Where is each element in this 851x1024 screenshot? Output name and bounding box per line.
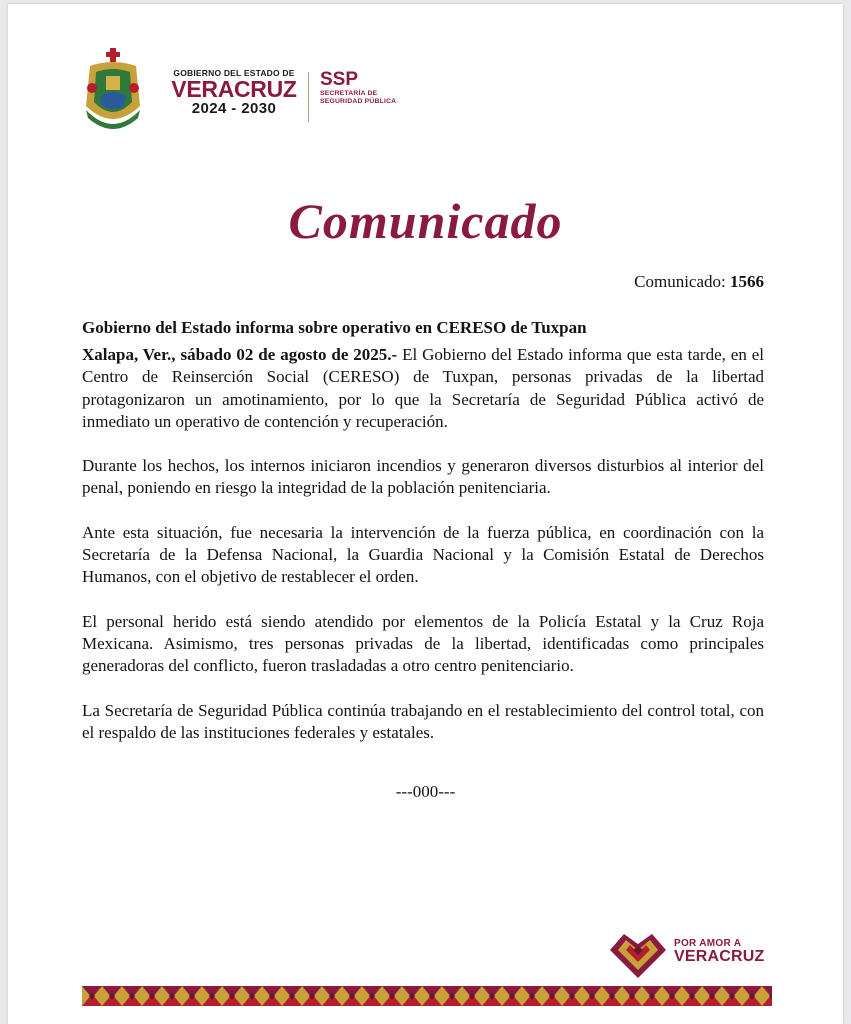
ssp-subtitle-line2: SEGURIDAD PÚBLICA — [320, 98, 397, 105]
paragraph-4: El personal herido está siendo atendido por elementos de la Policía Estatal y la Cruz Roja Mexicana. Asimismo, tres personas privadas de la libertad, identificadas como principales generadoras del conflicto, fueron trasladadas a otro centro penitenciario. — [82, 611, 764, 676]
government-line3: 2024 - 2030 — [191, 100, 277, 117]
number-label: Comunicado: — [634, 272, 726, 291]
document-body — [82, 344, 764, 766]
ssp-title: SSP — [320, 69, 359, 90]
paragraph-1 — [82, 344, 764, 433]
number-value: 1566 — [730, 272, 764, 291]
government-line2: VERACRUZ — [171, 76, 297, 102]
closing-mark: ---000--- — [395, 782, 456, 801]
dateline: Xalapa, Ver., sábado 02 de agosto de 2025.- — [82, 345, 398, 364]
footer-slogan — [674, 938, 765, 965]
header-divider — [308, 72, 309, 122]
slogan-por: POR — [674, 938, 700, 949]
decorative-border — [82, 986, 772, 1006]
paragraph-2: Durante los hechos, los internos iniciaron incendios y generaron diversos disturbios al interior del penal, poniendo en riesgo la integridad de la población penitenciaria. — [82, 456, 764, 498]
headline: Gobierno del Estado informa sobre operativo en CERESO de Tuxpan — [82, 318, 587, 337]
slogan-amor: AMOR A — [699, 938, 742, 949]
communique-number — [634, 272, 764, 292]
document-title: Comunicado — [288, 193, 563, 249]
ssp-wordmark — [320, 70, 396, 106]
letterhead — [82, 48, 482, 138]
paragraph-1-text: El Gobierno del Estado informa que esta tarde, en el Centro de Reinserción Social (CERESO) de Tuxpan, personas privadas de la libertad protagonizaron un amotinamiento, por lo que la Secretaría de Seguridad Pública activó de inmediato un operativo de contención y recuperación. — [82, 345, 765, 431]
state-government-wordmark — [164, 68, 304, 117]
veracruz-coat-of-arms-icon — [82, 48, 144, 132]
footer-logo — [608, 924, 778, 984]
document-page — [8, 4, 843, 1024]
slogan-line2: VERACRUZ — [674, 948, 765, 965]
government-line1: GOBIERNO DEL ESTADO DE — [173, 68, 295, 78]
paragraph-5: La Secretaría de Seguridad Pública continúa trabajando en el restablecimiento del control total, con el respaldo de las instituciones federales y estatales. — [82, 700, 764, 742]
paragraph-3: Ante esta situación, fue necesaria la intervención de la fuerza pública, en coordinación con la Secretaría de la Defensa Nacional, la Guardia Nacional y la Comisión Estatal de Derechos Humanos, con el objetivo de restablecer el orden. — [82, 522, 764, 587]
veracruz-heart-emblem-icon — [608, 924, 668, 980]
ssp-subtitle-line1: SECRETARÍA DE — [320, 90, 378, 97]
